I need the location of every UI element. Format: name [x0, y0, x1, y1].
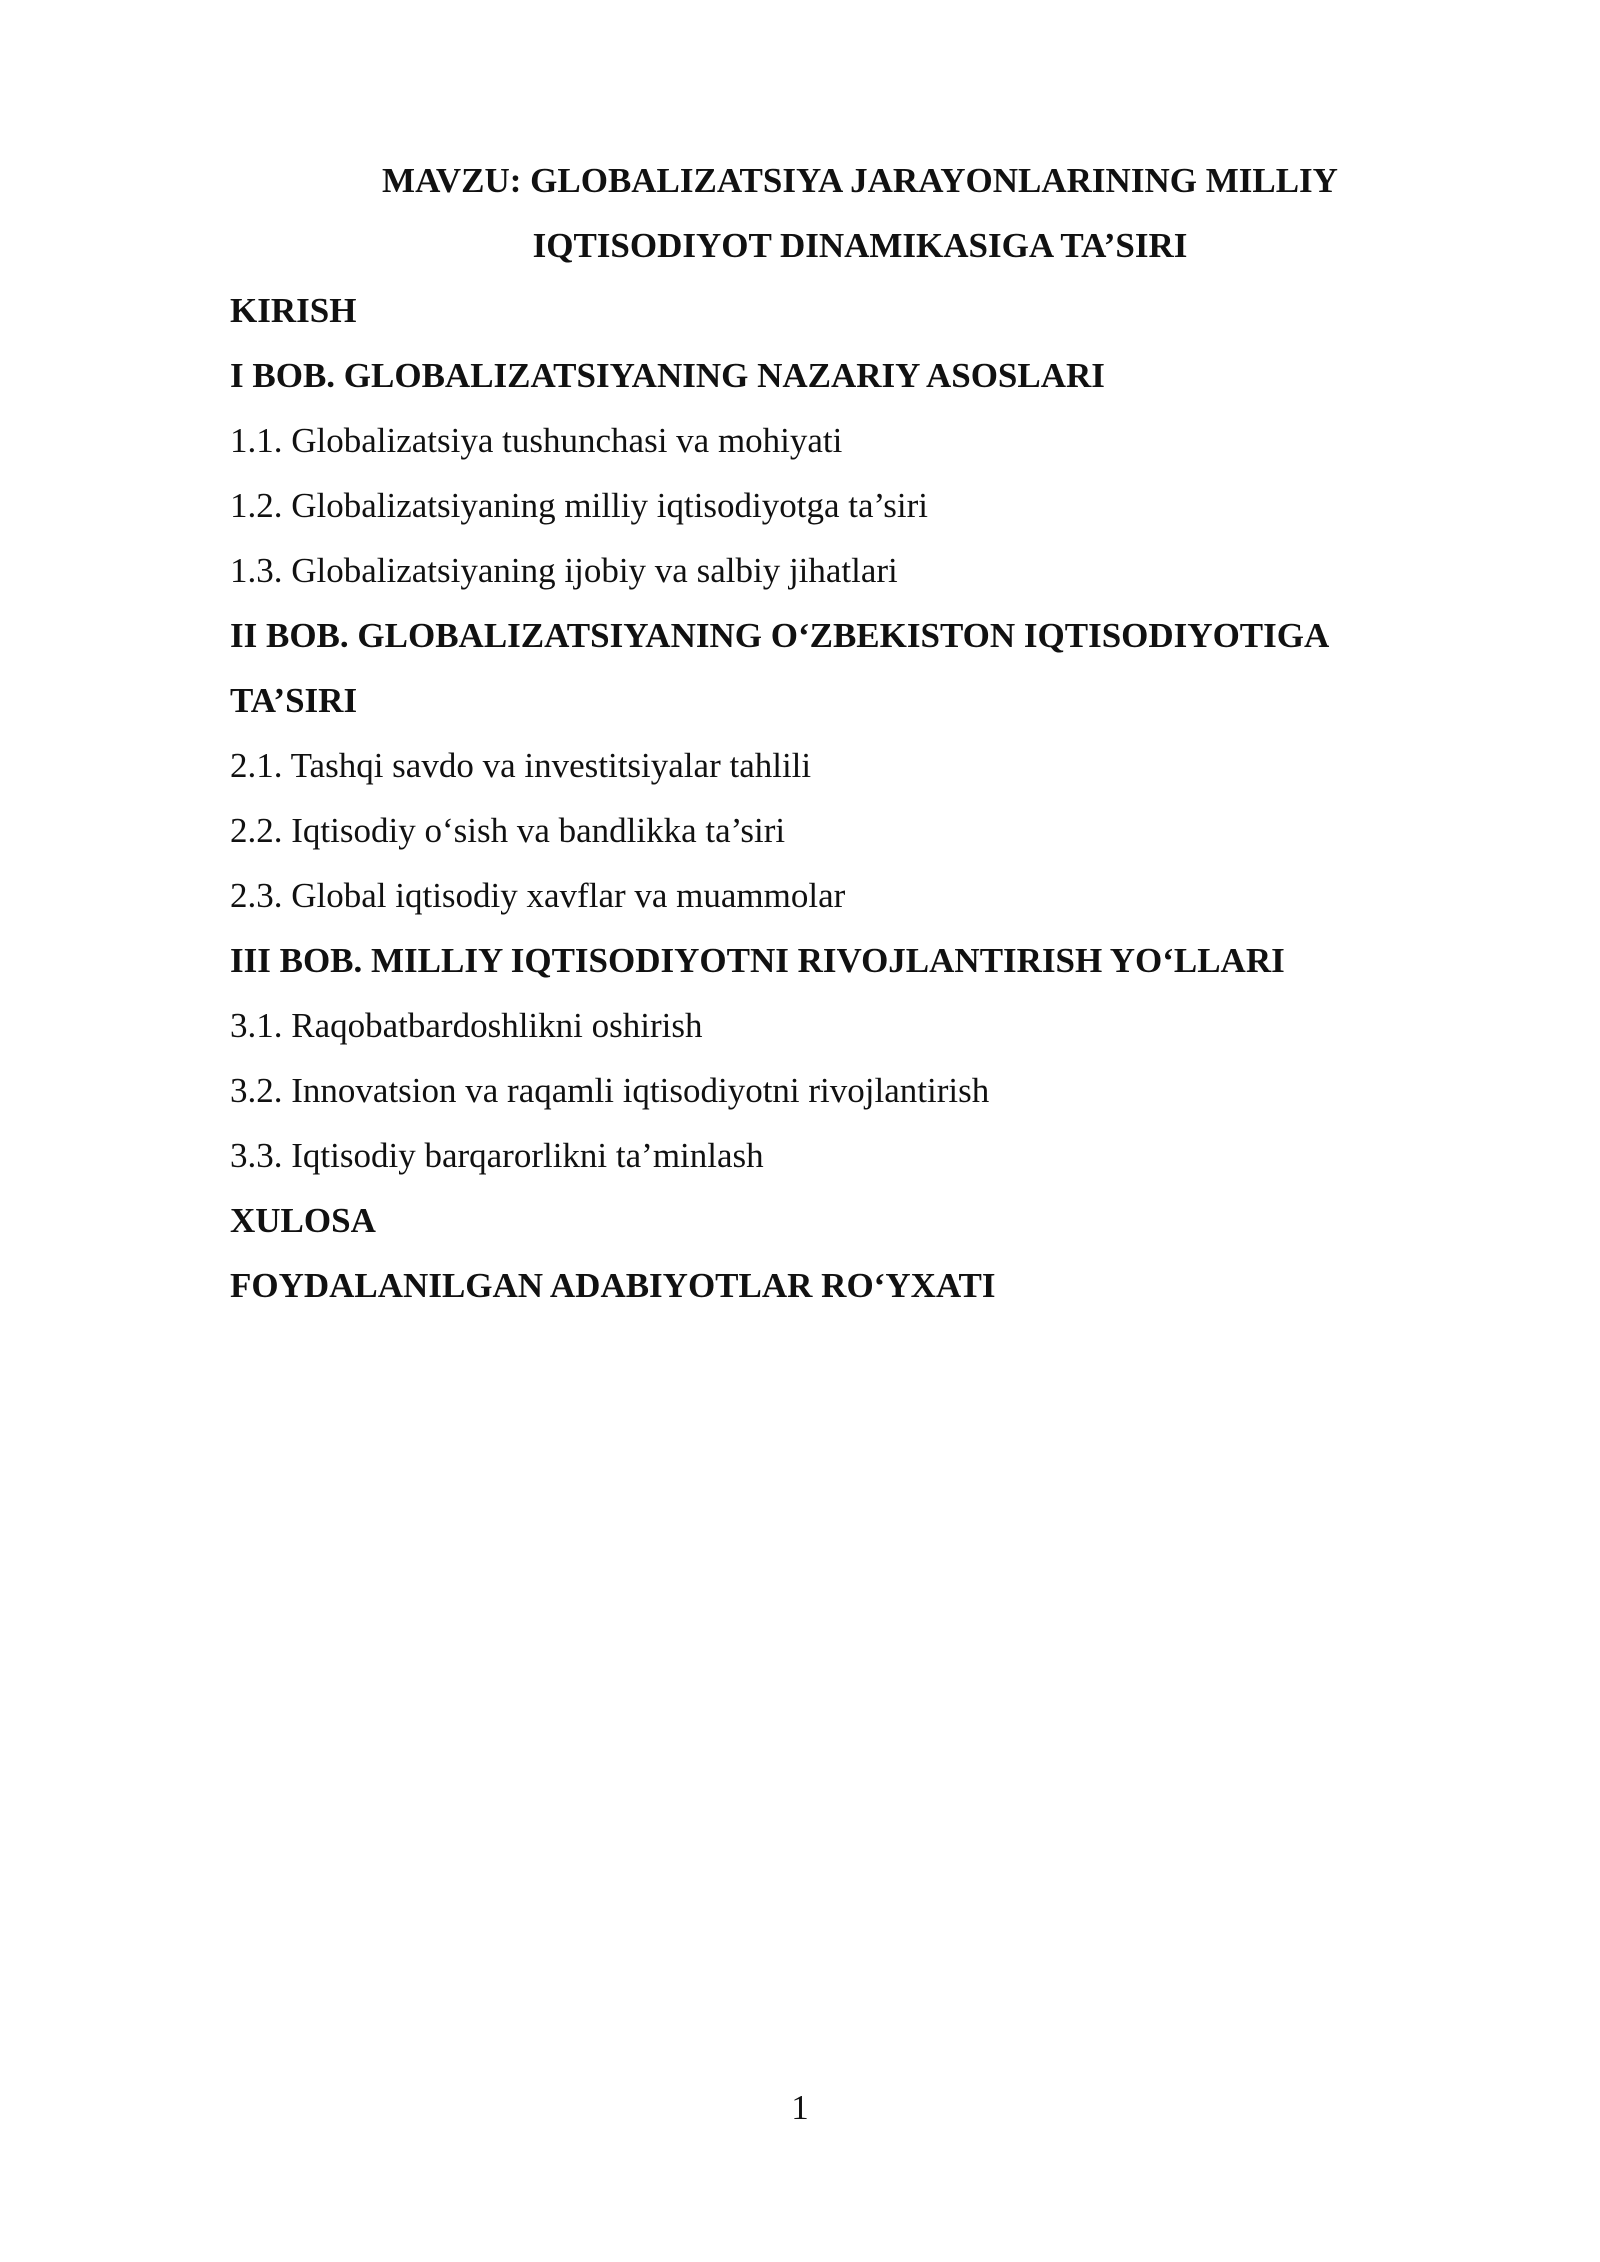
toc-heading-kirish: KIRISH [230, 291, 357, 330]
toc-section-2-3: 2.3. Global iqtisodiy xavflar va muammolar [230, 876, 846, 915]
toc-chapter-1: I BOB. GLOBALIZATSIYANING NAZARIY ASOSLARI [230, 356, 1105, 395]
toc-section-1-1: 1.1. Globalizatsiya tushunchasi va mohiyati [230, 421, 843, 460]
toc-heading-references: FOYDALANILGAN ADABIYOTLAR RO‘YXATI [230, 1266, 996, 1305]
toc-section-1-2: 1.2. Globalizatsiyaning milliy iqtisodiyotga ta’siri [230, 486, 928, 525]
toc-section-3-1: 3.1. Raqobatbardoshlikni oshirish [230, 1006, 703, 1045]
toc-section-1-3: 1.3. Globalizatsiyaning ijobiy va salbiy jihatlari [230, 551, 898, 590]
document-title [230, 148, 1490, 278]
toc-section-2-1: 2.1. Tashqi savdo va investitsiyalar tahlili [230, 746, 812, 785]
toc-section-3-3: 3.3. Iqtisodiy barqarorlikni ta’minlash [230, 1136, 764, 1175]
table-of-contents [230, 278, 1490, 1318]
title-line-1: MAVZU: GLOBALIZATSIYA JARAYONLARINING MILLIY [382, 161, 1338, 200]
toc-section-2-2: 2.2. Iqtisodiy o‘sish va bandlikka ta’siri [230, 811, 786, 850]
page-number: 1 [791, 2088, 809, 2127]
toc-section-3-2: 3.2. Innovatsion va raqamli iqtisodiyotni rivojlantirish [230, 1071, 990, 1110]
toc-chapter-2: II BOB. GLOBALIZATSIYANING O‘ZBEKISTON IQTISODIYOTIGA [230, 616, 1330, 655]
toc-heading-xulosa: XULOSA [230, 1201, 376, 1240]
toc-chapter-2-continued: TA’SIRI [230, 681, 358, 720]
toc-chapter-3: III BOB. MILLIY IQTISODIYOTNI RIVOJLANTIRISH YO‘LLARI [230, 941, 1285, 980]
title-line-2: IQTISODIYOT DINAMIKASIGA TA’SIRI [532, 226, 1188, 265]
